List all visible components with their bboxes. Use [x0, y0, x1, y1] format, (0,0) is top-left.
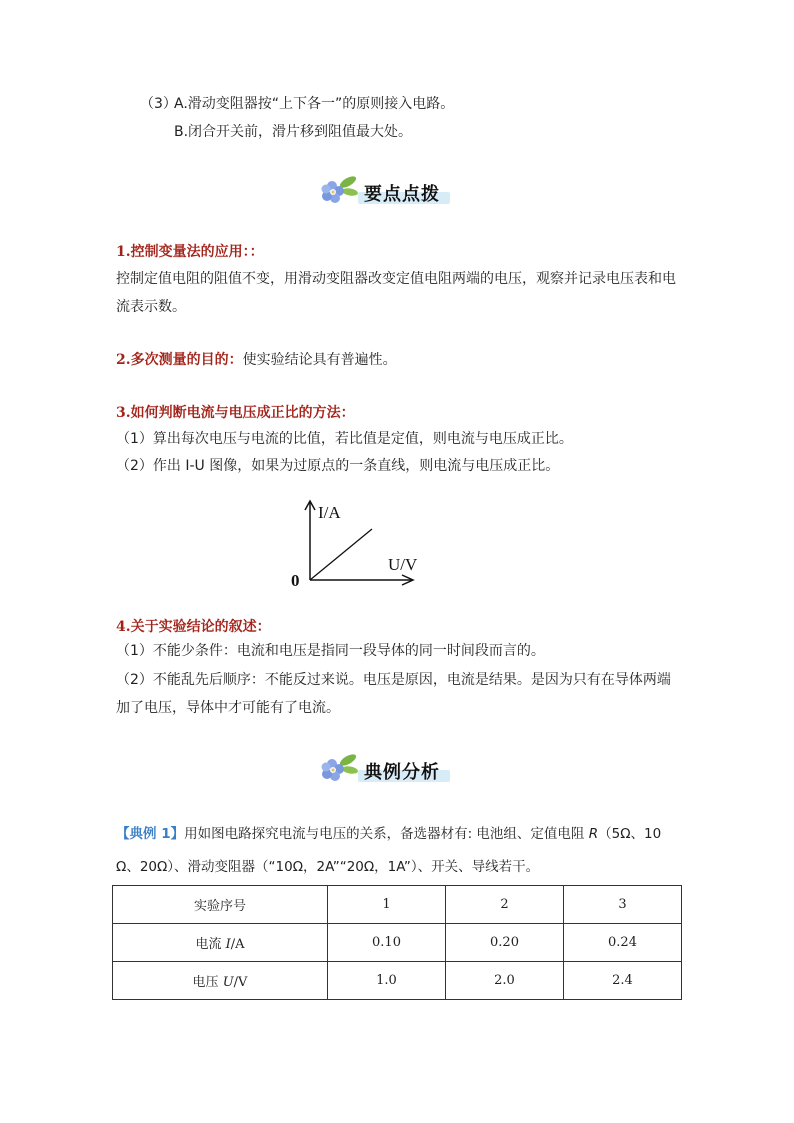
row-label-text: 电压: [192, 975, 223, 990]
item3-line-a: A.滑动变阻器按“上下各一”的原则接入电路。: [174, 96, 455, 112]
point1-heading: 1.控制变量法的应用：：: [116, 244, 264, 260]
example1-text-b: （5Ω、10: [598, 826, 662, 842]
point1-body: 控制定值电阻的阻值不变，用滑动变阻器改变定值电阻两端的电压，观察并记录电压表和电流表示数。: [116, 271, 676, 315]
table-cell: 0.20: [446, 924, 564, 962]
iu-graph: [280, 490, 440, 590]
point3-line2: （2）作出 I-U 图像，如果为过原点的一条直线，则电流与电压成正比。: [116, 458, 560, 474]
table-row-label: [113, 924, 328, 962]
table-header-cell: 实验序号: [113, 886, 328, 924]
proportional-line: [310, 529, 372, 580]
point2-heading: 2.多次测量的目的：: [116, 352, 243, 368]
point4-line1: （1）不能少条件：电流和电压是指同一段导体的同一时间段而言的。: [116, 643, 545, 659]
example1-tag: 【典例 1】: [116, 826, 185, 842]
row-label-unit: /V: [233, 975, 248, 990]
section-banner-keypoints: [320, 174, 490, 214]
table-header-cell: 1: [328, 886, 446, 924]
section-banner-examples: [320, 752, 490, 792]
row-label-var: U: [222, 975, 234, 990]
point4-heading: 4.关于实验结论的叙述：: [116, 619, 271, 635]
point2-body: 使实验结论具有普遍性。: [242, 352, 397, 368]
section-title-examples: 典例分析: [364, 762, 440, 783]
example1-text-a: 用如图电路探究电流与电压的关系，备选器材有: 电池组、定值电阻: [184, 826, 585, 842]
y-axis-label: I/A: [318, 503, 341, 522]
point4-line2: （2）不能乱先后顺序：不能反过来说。电压是原因，电流是结果。是因为只有在导体两端加了电压，导体中才可能有了电流。: [116, 672, 671, 716]
example1-line1: [116, 824, 661, 844]
origin-label: 0: [291, 571, 300, 590]
point3-heading: 3.如何判断电流与电压成正比的方法：: [116, 405, 355, 421]
flower-icon: [320, 174, 360, 210]
table-cell: 1.0: [328, 962, 446, 1000]
table-cell: 0.24: [564, 924, 682, 962]
row-label-var: I: [225, 937, 231, 952]
x-axis-label: U/V: [388, 555, 418, 574]
table-row: [113, 962, 682, 1000]
table-cell: 2.4: [564, 962, 682, 1000]
table-header-cell: 3: [564, 886, 682, 924]
point2: [116, 350, 397, 370]
table-cell: 2.0: [446, 962, 564, 1000]
table-header-row: [113, 886, 682, 924]
experiment-table: [112, 885, 682, 1000]
flower-icon: [320, 752, 360, 788]
example1-var-r: R: [588, 826, 599, 842]
item3-line-b: B.闭合开关前，滑片移到阻值最大处。: [174, 124, 413, 140]
example1-line2: Ω、20Ω）、滑动变阻器（“10Ω，2A”“20Ω，1A”）、开关、导线若干。: [116, 859, 540, 875]
row-label-text: 电流: [195, 937, 226, 952]
table-row: [113, 924, 682, 962]
point3-line1: （1）算出每次电压与电流的比值，若比值是定值，则电流与电压成正比。: [116, 431, 573, 447]
table-header-cell: 2: [446, 886, 564, 924]
table-row-label: [113, 962, 328, 1000]
section-title-keypoints: 要点点拨: [364, 184, 440, 205]
item3-number: （3）: [140, 96, 177, 112]
row-label-unit: /A: [230, 937, 245, 952]
table-cell: 0.10: [328, 924, 446, 962]
